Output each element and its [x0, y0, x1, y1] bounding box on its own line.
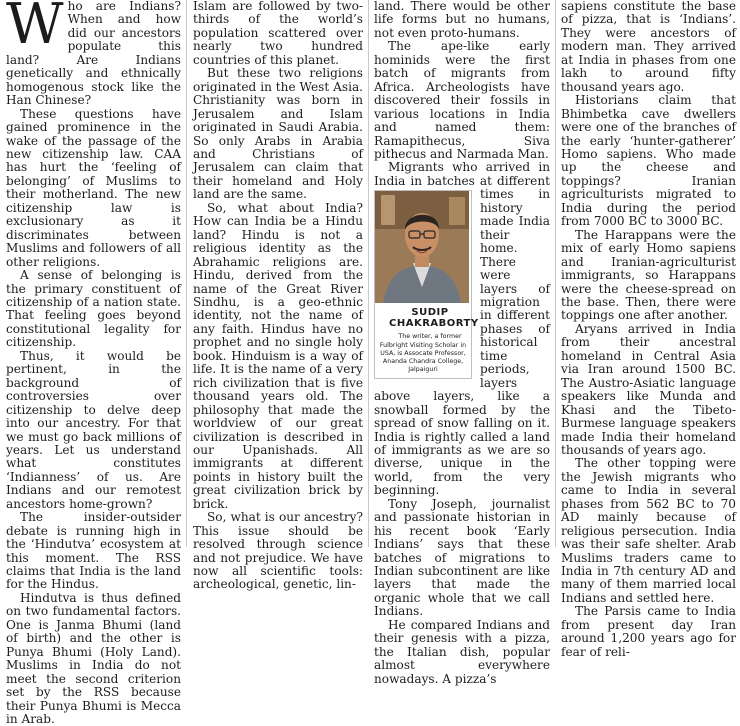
author-last-name: CHAKRABORTY	[389, 318, 479, 330]
paragraph-text: ho are Indians? When and how did our ancestors populate this land? Are Indians genetically and ethnically homogenous stock like the Han Chinese?	[6, 0, 181, 108]
paragraph-13: He compared Indians and their genesis with a pizza, the Italian dish, popular almost everywhere nowadays. A pizza’s	[374, 617, 550, 686]
article-column-4	[561, 0, 736, 659]
paragraph-1	[6, 0, 181, 108]
paragraph-5: The insider-outsider debate is running high in the ‘Hindutva’ ecosystem at this moment. The RSS claims that India is the land for the Hindus.	[6, 510, 181, 592]
paragraph-7: But these two religions originated in the West Asia. Christianity was born in Jerusalem and Islam originated in Saudi Arabia. So only Arabs in Arabia and Christians of Jerusalem can claim that their homeland and Holy land are the same.	[193, 66, 363, 202]
column-divider	[368, 0, 369, 547]
paragraph-text-wrapped: in history made India their home. There were layers of migration in different phases of historical time periods, layers above layers, like a snowball formed by the spread of snow falling on it. India is rightly called a land of immigrants as we are so diverse, unique in the world, from the very beginning.	[374, 187, 550, 498]
author-photo	[375, 191, 469, 303]
paragraph-2: These questions have gained prominence in the wake of the passage of the new citizenship law. CAA has hurt the ‘feeling of belonging’ of Muslims to their motherland. The new citizenship law is exclusionary as it discriminates between Muslims and followers of all other religions.	[6, 106, 181, 269]
author-box	[374, 190, 479, 379]
author-first-name: SUDIP	[411, 307, 449, 319]
paragraph-14: Historians claim that Bhimbetka cave dwellers were one of the branches of the early ‘hunter-gatherer’ Homo sapiens. Who made up the cheese and toppings? Iranian agriculturists migrated to India during the period from 7000 BC to 3000 BC.	[561, 93, 736, 229]
paragraph-4: Thus, it would be pertinent, in the background of controversies over citizenship to delve deep into our ancestry. For that we must go back millions of years. Let us understand what constitutes ‘Indianness’ of us. Are Indians and our remotest ancestors home-grown?	[6, 348, 181, 511]
paragraph-6: Hindutva is thus defined on two fundamental factors. One is Janma Bhumi (land of birth) and the other is Punya Bhumi (Holy Land). Muslims in India do not meet the second criterion set by the RSS because their Punya Bhumi is Mecca in Arab.	[6, 590, 181, 726]
article-column-3	[374, 0, 550, 686]
paragraph-8: So, what about India? How can India be a Hindu land? Hindu is not a religious identity as the Abrahamic religions are. Hindu, derived from the name of the Great River Sindhu, is a geo-ethnic identity, not the name of any faith. Hindus have no prophet and no single holy book. Hinduism is a way of life. It is the name of a very rich civilization that is five thousand years old. The philosophy that made the worldview of our great civilization is described in our Upanishads. All immigrants at different points in history built the great civilization brick by brick.	[193, 200, 363, 511]
column-divider	[186, 0, 187, 547]
paragraph-3: A sense of belonging is the primary constituent of citizenship of a nation state. That feeling goes beyond constitutional legality for citizenship.	[6, 268, 181, 350]
paragraph-continued: sapiens constitute the base of pizza, that is ‘Indians’. They were ancestors of modern man. They arrived at India in phases from one lakh to around fifty thousand years ago.	[561, 0, 736, 94]
paragraph-18: The Parsis came to India from present day Iran around 1,200 years ago for fear of reli-	[561, 604, 736, 659]
paragraph-continued: land. There would be other life forms but no humans, not even proto-humans.	[374, 0, 550, 40]
paragraph-10: The ape-like early hominids were the first batch of migrants from Africa. Archeologists have discovered their fossils in various locations in India and named them: Ramapithecus, Siva pithecus and Narmada Man.	[374, 39, 550, 161]
paragraph-15: The Harappans were the mix of early Homo sapiens and Iranian-agriculturist immigrants, so Harappans were the cheese-spread on the base. Then, there were toppings one after another.	[561, 227, 736, 323]
article-column-1	[6, 0, 181, 726]
article-column-2	[193, 0, 363, 592]
column-divider	[555, 0, 556, 547]
author-bio: The writer, a former Fulbright Visiting Scholar in USA, is Assocate Professor, Ananda Chandra College, Jalpaiguri	[379, 333, 467, 374]
paragraph-text: Migrants who arrived in India in batches at different times	[374, 160, 550, 202]
paragraph-16: Aryans arrived in India from their ancestral homeland in Central Asia via Iran around 1500 BC. The Austro-Asiatic language speakers like Munda and Khasi and the Tibeto-Burmese language speakers made India their homeland thousands of years ago.	[561, 321, 736, 457]
paragraph-17: The other topping were the Jewish migrants who came to India in several phases from 562 BC to 70 AD mainly because of religious persecution. India was their safe shelter. Arab Muslims traders came to India in 7th century AD and many of them married local Indians and settled here.	[561, 456, 736, 605]
paragraph-9: So, what is our ancestry? This issue should be resolved through science and not prejudice. We have now all scientific tools: archeological, genetic, lin-	[193, 510, 363, 592]
paragraph-11	[374, 161, 550, 497]
paragraph-continued: Islam are followed by two-thirds of the world’s population scattered over nearly two hundred countries of this planet.	[193, 0, 363, 67]
dropcap-letter: W	[6, 0, 64, 57]
paragraph-12: Tony Joseph, journalist and passionate historian in his recent book ‘Early Indians’ says that these batches of migrations to Indian subcontinent are like layers that made the organic whole that we call Indians.	[374, 496, 550, 619]
